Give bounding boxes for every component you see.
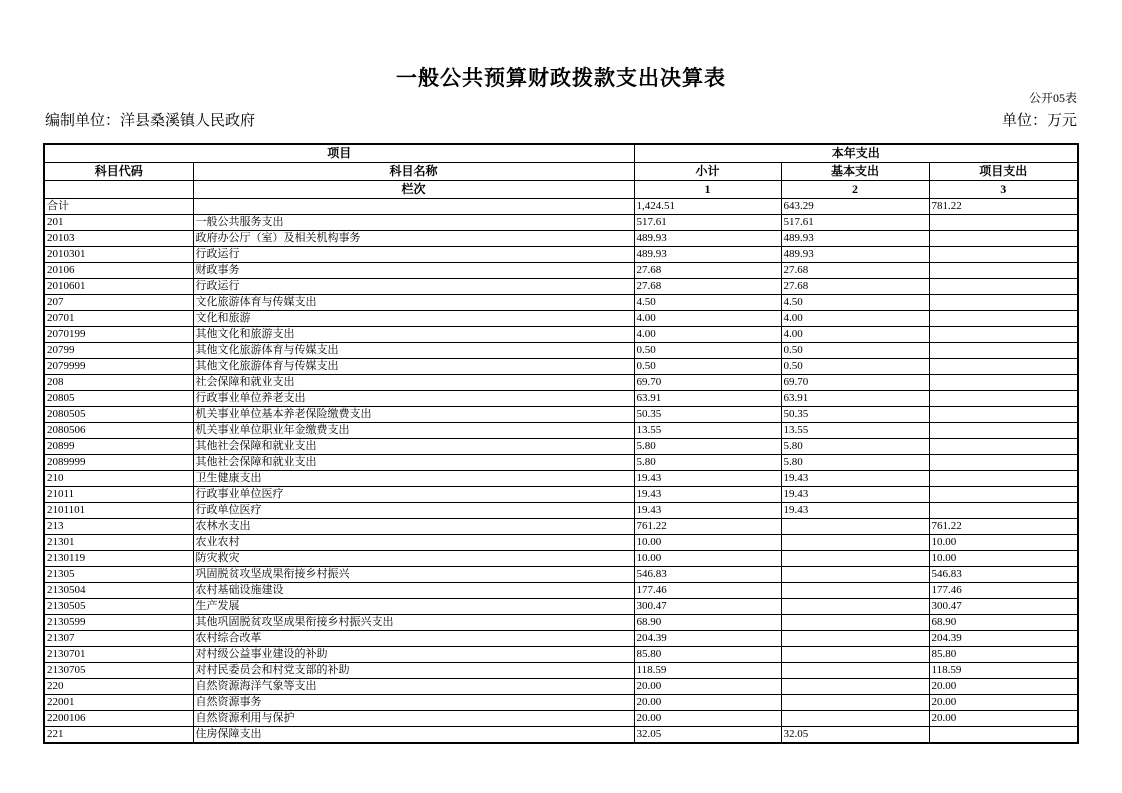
cell-subject-name: 卫生健康支出 — [193, 471, 634, 487]
cell-subtotal: 177.46 — [634, 583, 781, 599]
cell-subtotal: 13.55 — [634, 423, 781, 439]
cell-basic-expenditure: 63.91 — [781, 391, 929, 407]
cell-subject-name: 其他文化旅游体育与传媒支出 — [193, 343, 634, 359]
cell-project-expenditure: 781.22 — [929, 199, 1078, 215]
cell-basic-expenditure: 0.50 — [781, 343, 929, 359]
cell-subject-code: 2130599 — [44, 615, 193, 631]
table-row — [44, 631, 1078, 647]
cell-subtotal: 489.93 — [634, 231, 781, 247]
cell-basic-expenditure: 4.00 — [781, 311, 929, 327]
table-row — [44, 231, 1078, 247]
table-row — [44, 423, 1078, 439]
cell-basic-expenditure: 32.05 — [781, 727, 929, 744]
cell-subject-name: 农林水支出 — [193, 519, 634, 535]
cell-subject-code: 2070199 — [44, 327, 193, 343]
cell-subtotal: 20.00 — [634, 711, 781, 727]
cell-project-expenditure — [929, 727, 1078, 744]
header-col-basic: 基本支出 — [781, 163, 929, 181]
cell-subtotal: 19.43 — [634, 471, 781, 487]
header-col-number-2: 2 — [781, 181, 929, 199]
cell-basic-expenditure: 27.68 — [781, 263, 929, 279]
cell-subtotal: 1,424.51 — [634, 199, 781, 215]
cell-subject-code: 20103 — [44, 231, 193, 247]
cell-basic-expenditure: 5.80 — [781, 439, 929, 455]
table-row — [44, 439, 1078, 455]
cell-project-expenditure: 10.00 — [929, 551, 1078, 567]
header-group-row — [44, 144, 1078, 163]
cell-project-expenditure: 20.00 — [929, 679, 1078, 695]
cell-basic-expenditure: 5.80 — [781, 455, 929, 471]
cell-project-expenditure — [929, 487, 1078, 503]
cell-subject-code: 20701 — [44, 311, 193, 327]
cell-subject-code: 2130701 — [44, 647, 193, 663]
cell-subject-code: 合计 — [44, 199, 193, 215]
cell-subject-code: 208 — [44, 375, 193, 391]
cell-subject-code: 2010601 — [44, 279, 193, 295]
cell-subtotal: 10.00 — [634, 535, 781, 551]
cell-basic-expenditure: 19.43 — [781, 503, 929, 519]
cell-subject-name: 住房保障支出 — [193, 727, 634, 744]
cell-basic-expenditure: 13.55 — [781, 423, 929, 439]
cell-project-expenditure — [929, 247, 1078, 263]
header-col-subtotal: 小计 — [634, 163, 781, 181]
cell-project-expenditure: 204.39 — [929, 631, 1078, 647]
cell-subtotal: 4.00 — [634, 327, 781, 343]
cell-basic-expenditure — [781, 647, 929, 663]
cell-basic-expenditure — [781, 519, 929, 535]
cell-subtotal: 10.00 — [634, 551, 781, 567]
cell-project-expenditure: 300.47 — [929, 599, 1078, 615]
table-row — [44, 535, 1078, 551]
cell-basic-expenditure — [781, 663, 929, 679]
cell-basic-expenditure — [781, 679, 929, 695]
cell-project-expenditure — [929, 503, 1078, 519]
cell-subject-code: 221 — [44, 727, 193, 744]
cell-subtotal: 27.68 — [634, 263, 781, 279]
header-col-name: 科目名称 — [193, 163, 634, 181]
table-row — [44, 279, 1078, 295]
table-row — [44, 647, 1078, 663]
cell-subtotal: 69.70 — [634, 375, 781, 391]
table-row — [44, 215, 1078, 231]
cell-subject-name: 其他文化和旅游支出 — [193, 327, 634, 343]
cell-subject-name: 文化和旅游 — [193, 311, 634, 327]
cell-subject-code: 2130505 — [44, 599, 193, 615]
table-row — [44, 711, 1078, 727]
cell-subject-name: 巩固脱贫攻坚成果衔接乡村振兴 — [193, 567, 634, 583]
cell-subject-name: 行政事业单位养老支出 — [193, 391, 634, 407]
cell-subject-name: 自然资源海洋气象等支出 — [193, 679, 634, 695]
table-row — [44, 375, 1078, 391]
table-row — [44, 359, 1078, 375]
cell-basic-expenditure: 489.93 — [781, 247, 929, 263]
cell-subject-name: 社会保障和就业支出 — [193, 375, 634, 391]
cell-subject-code: 2200106 — [44, 711, 193, 727]
header-col-project: 项目支出 — [929, 163, 1078, 181]
cell-subject-name: 农村综合改革 — [193, 631, 634, 647]
table-header — [44, 144, 1078, 199]
cell-project-expenditure — [929, 295, 1078, 311]
cell-basic-expenditure: 0.50 — [781, 359, 929, 375]
cell-subject-name: 自然资源事务 — [193, 695, 634, 711]
cell-subtotal: 5.80 — [634, 455, 781, 471]
cell-subject-code: 210 — [44, 471, 193, 487]
cell-subject-name: 文化旅游体育与传媒支出 — [193, 295, 634, 311]
cell-subject-name: 机关事业单位基本养老保险缴费支出 — [193, 407, 634, 423]
cell-subject-name: 其他文化旅游体育与传媒支出 — [193, 359, 634, 375]
cell-project-expenditure — [929, 343, 1078, 359]
header-col-code: 科目代码 — [44, 163, 193, 181]
cell-project-expenditure — [929, 391, 1078, 407]
cell-project-expenditure — [929, 439, 1078, 455]
table-row — [44, 407, 1078, 423]
table-row — [44, 455, 1078, 471]
cell-subject-name: 一般公共服务支出 — [193, 215, 634, 231]
cell-subject-code: 20799 — [44, 343, 193, 359]
table-row — [44, 311, 1078, 327]
cell-basic-expenditure: 4.50 — [781, 295, 929, 311]
table-body — [44, 199, 1078, 744]
cell-subject-name: 政府办公厅（室）及相关机构事务 — [193, 231, 634, 247]
header-lanci-empty-cell — [44, 181, 193, 199]
cell-project-expenditure: 68.90 — [929, 615, 1078, 631]
header-lanci-label: 栏次 — [193, 181, 634, 199]
cell-subject-code: 21307 — [44, 631, 193, 647]
cell-subject-name: 财政事务 — [193, 263, 634, 279]
cell-basic-expenditure — [781, 695, 929, 711]
cell-basic-expenditure: 19.43 — [781, 471, 929, 487]
cell-subtotal: 19.43 — [634, 503, 781, 519]
table-row — [44, 551, 1078, 567]
cell-subtotal: 19.43 — [634, 487, 781, 503]
cell-subtotal: 761.22 — [634, 519, 781, 535]
cell-basic-expenditure: 4.00 — [781, 327, 929, 343]
cell-subtotal: 20.00 — [634, 695, 781, 711]
cell-subject-code: 21305 — [44, 567, 193, 583]
cell-basic-expenditure — [781, 567, 929, 583]
cell-project-expenditure: 20.00 — [929, 695, 1078, 711]
cell-basic-expenditure: 27.68 — [781, 279, 929, 295]
table-row — [44, 599, 1078, 615]
cell-project-expenditure: 85.80 — [929, 647, 1078, 663]
cell-project-expenditure — [929, 455, 1078, 471]
cell-subtotal: 118.59 — [634, 663, 781, 679]
cell-subject-code: 20805 — [44, 391, 193, 407]
cell-project-expenditure — [929, 279, 1078, 295]
cell-subject-code: 2010301 — [44, 247, 193, 263]
cell-project-expenditure: 546.83 — [929, 567, 1078, 583]
table-row — [44, 727, 1078, 744]
meta-row — [45, 109, 1077, 130]
cell-subject-code: 20899 — [44, 439, 193, 455]
table-row — [44, 247, 1078, 263]
cell-subject-name: 防灾救灾 — [193, 551, 634, 567]
cell-subtotal: 204.39 — [634, 631, 781, 647]
cell-subtotal: 0.50 — [634, 343, 781, 359]
table-row — [44, 519, 1078, 535]
prepared-by-label: 编制单位：洋县桑溪镇人民政府 — [45, 113, 256, 129]
page-title: 一般公共预算财政拨款支出决算表 — [396, 66, 726, 90]
cell-basic-expenditure — [781, 711, 929, 727]
cell-subject-code: 2080506 — [44, 423, 193, 439]
cell-subject-name: 行政单位医疗 — [193, 503, 634, 519]
cell-project-expenditure: 10.00 — [929, 535, 1078, 551]
cell-project-expenditure: 177.46 — [929, 583, 1078, 599]
cell-subject-name: 机关事业单位职业年金缴费支出 — [193, 423, 634, 439]
cell-subtotal: 300.47 — [634, 599, 781, 615]
header-lanci-row — [44, 181, 1078, 199]
table-row — [44, 295, 1078, 311]
cell-subject-name: 生产发展 — [193, 599, 634, 615]
table-row — [44, 327, 1078, 343]
table-row — [44, 503, 1078, 519]
cell-basic-expenditure — [781, 615, 929, 631]
header-columns-row — [44, 163, 1078, 181]
cell-subject-code: 2101101 — [44, 503, 193, 519]
cell-subject-code: 21301 — [44, 535, 193, 551]
cell-subtotal: 546.83 — [634, 567, 781, 583]
header-group-current-year: 本年支出 — [634, 144, 1078, 163]
cell-subject-name: 其他社会保障和就业支出 — [193, 439, 634, 455]
cell-subtotal: 4.50 — [634, 295, 781, 311]
form-code-label: 公开05表 — [1028, 91, 1077, 105]
cell-project-expenditure — [929, 471, 1078, 487]
header-col-number-1: 1 — [634, 181, 781, 199]
header-col-number-3: 3 — [929, 181, 1078, 199]
cell-subject-name: 对村民委员会和村党支部的补助 — [193, 663, 634, 679]
cell-project-expenditure — [929, 263, 1078, 279]
cell-subtotal: 68.90 — [634, 615, 781, 631]
cell-project-expenditure — [929, 231, 1078, 247]
table-row — [44, 615, 1078, 631]
cell-project-expenditure: 20.00 — [929, 711, 1078, 727]
cell-subject-code: 2130705 — [44, 663, 193, 679]
table-row — [44, 567, 1078, 583]
cell-basic-expenditure: 643.29 — [781, 199, 929, 215]
cell-basic-expenditure: 50.35 — [781, 407, 929, 423]
cell-project-expenditure — [929, 407, 1078, 423]
cell-basic-expenditure — [781, 583, 929, 599]
cell-subject-name — [193, 199, 634, 215]
budget-table — [43, 143, 1079, 744]
cell-subject-code: 2080505 — [44, 407, 193, 423]
cell-project-expenditure — [929, 375, 1078, 391]
header-group-item: 项目 — [44, 144, 634, 163]
cell-subject-name: 行政事业单位医疗 — [193, 487, 634, 503]
cell-subject-code: 20106 — [44, 263, 193, 279]
cell-subtotal: 63.91 — [634, 391, 781, 407]
table-row — [44, 695, 1078, 711]
table-row — [44, 199, 1078, 215]
table-row — [44, 487, 1078, 503]
table-row — [44, 391, 1078, 407]
cell-basic-expenditure: 69.70 — [781, 375, 929, 391]
cell-subject-name: 农村基础设施建设 — [193, 583, 634, 599]
table-row — [44, 471, 1078, 487]
cell-project-expenditure — [929, 311, 1078, 327]
cell-subject-code: 2089999 — [44, 455, 193, 471]
cell-subtotal: 27.68 — [634, 279, 781, 295]
cell-project-expenditure: 761.22 — [929, 519, 1078, 535]
table-row — [44, 263, 1078, 279]
cell-subtotal: 85.80 — [634, 647, 781, 663]
cell-subtotal: 20.00 — [634, 679, 781, 695]
cell-subject-name: 对村级公益事业建设的补助 — [193, 647, 634, 663]
cell-project-expenditure — [929, 327, 1078, 343]
cell-basic-expenditure — [781, 535, 929, 551]
table-row — [44, 583, 1078, 599]
unit-label: 单位：万元 — [1001, 113, 1077, 129]
cell-subtotal: 517.61 — [634, 215, 781, 231]
cell-subject-name: 农业农村 — [193, 535, 634, 551]
cell-subtotal: 32.05 — [634, 727, 781, 744]
cell-subject-code: 201 — [44, 215, 193, 231]
cell-subject-name: 其他巩固脱贫攻坚成果衔接乡村振兴支出 — [193, 615, 634, 631]
cell-subtotal: 50.35 — [634, 407, 781, 423]
cell-subject-name: 行政运行 — [193, 279, 634, 295]
table-row — [44, 343, 1078, 359]
table-row — [44, 679, 1078, 695]
cell-basic-expenditure — [781, 551, 929, 567]
cell-subtotal: 489.93 — [634, 247, 781, 263]
cell-subtotal: 5.80 — [634, 439, 781, 455]
cell-subject-name: 其他社会保障和就业支出 — [193, 455, 634, 471]
cell-project-expenditure: 118.59 — [929, 663, 1078, 679]
cell-basic-expenditure — [781, 599, 929, 615]
cell-project-expenditure — [929, 215, 1078, 231]
cell-project-expenditure — [929, 423, 1078, 439]
cell-subject-name: 行政运行 — [193, 247, 634, 263]
cell-subject-code: 2079999 — [44, 359, 193, 375]
cell-subtotal: 0.50 — [634, 359, 781, 375]
cell-subject-code: 207 — [44, 295, 193, 311]
cell-subject-code: 2130119 — [44, 551, 193, 567]
cell-subject-code: 213 — [44, 519, 193, 535]
cell-subject-code: 22001 — [44, 695, 193, 711]
cell-subject-code: 21011 — [44, 487, 193, 503]
cell-subject-code: 220 — [44, 679, 193, 695]
cell-subject-name: 自然资源利用与保护 — [193, 711, 634, 727]
cell-project-expenditure — [929, 359, 1078, 375]
cell-basic-expenditure — [781, 631, 929, 647]
cell-subject-code: 2130504 — [44, 583, 193, 599]
cell-basic-expenditure: 489.93 — [781, 231, 929, 247]
cell-basic-expenditure: 517.61 — [781, 215, 929, 231]
table-row — [44, 663, 1078, 679]
cell-basic-expenditure: 19.43 — [781, 487, 929, 503]
cell-subtotal: 4.00 — [634, 311, 781, 327]
